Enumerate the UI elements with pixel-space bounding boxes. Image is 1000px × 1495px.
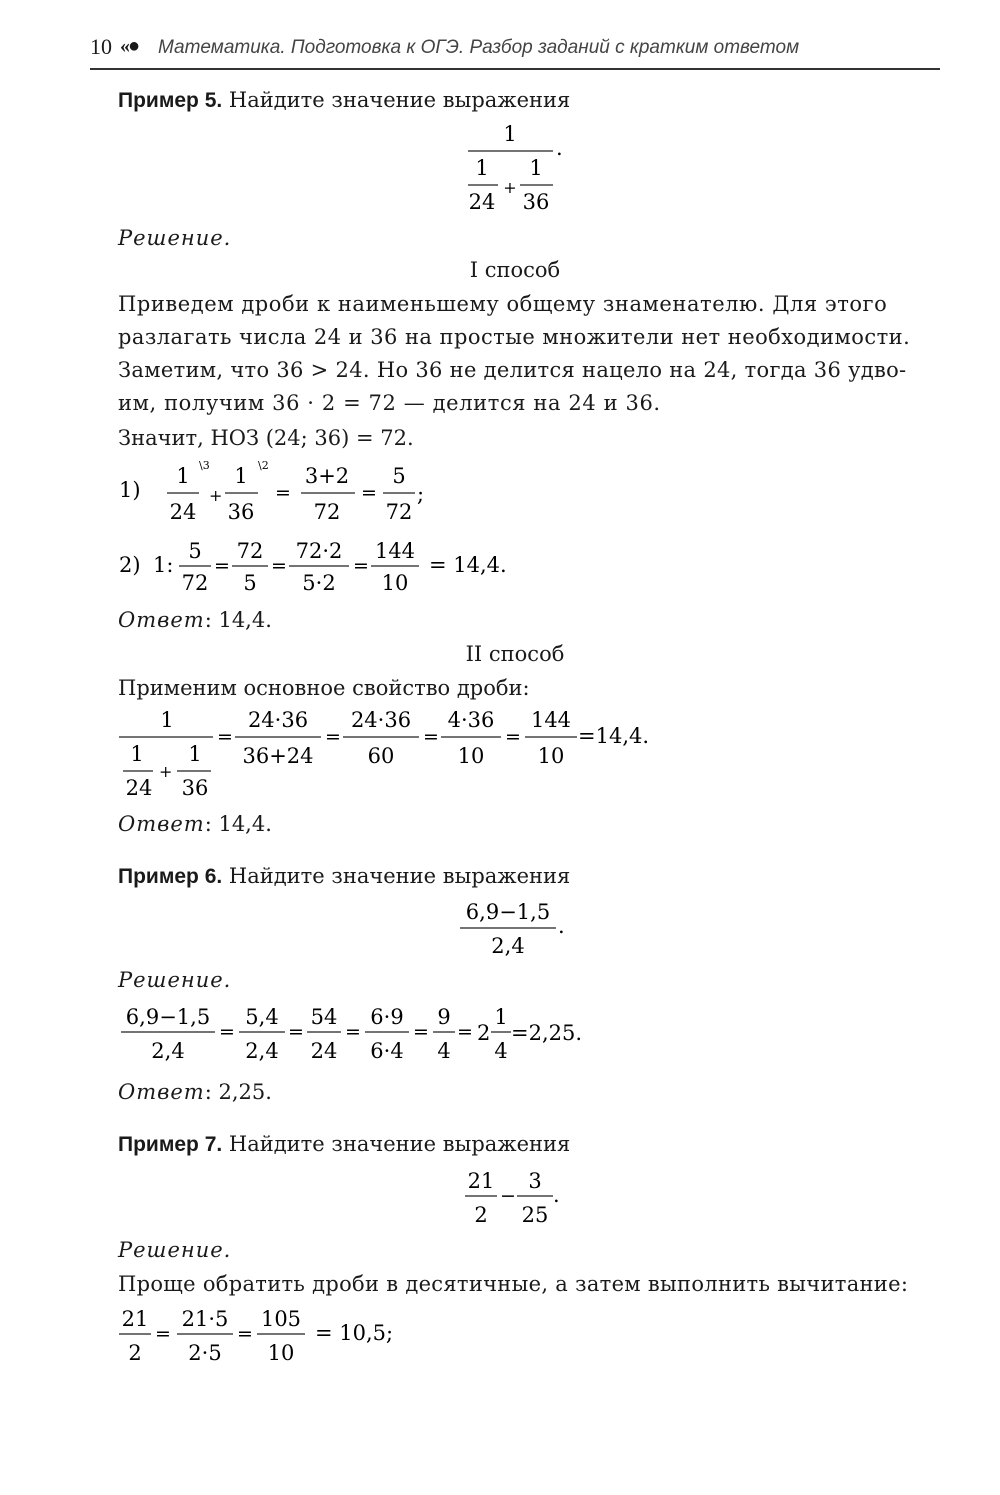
e6s-eq4: = [413, 1021, 429, 1043]
s1-den-d: 72 [385, 500, 413, 524]
s1-semicolon: ; [417, 482, 425, 506]
header-ornament-icon: «● [120, 35, 139, 57]
step1-label: 1) [119, 478, 141, 502]
e6-den: 2,4 [491, 934, 525, 958]
e7-period: . [553, 1183, 560, 1207]
answer2 [118, 810, 272, 838]
s2-num-a: 5 [188, 539, 202, 563]
m2-num-f: 144 [530, 708, 572, 732]
method1-title: I способ [469, 258, 561, 282]
m2-num-d: 24·36 [350, 708, 412, 732]
num-b: 1 [529, 156, 543, 180]
m2-den-d: 60 [367, 744, 395, 768]
m2-num-main: 1 [160, 708, 174, 732]
m2-num-c: 24·36 [247, 708, 309, 732]
method1-line4: им, получим 36 · 2 = 72 — делится на 24 и 36. [118, 391, 661, 415]
s2-den-c: 5·2 [302, 571, 336, 595]
s1-num-a: 1 [176, 464, 190, 488]
step2-label: 2) [119, 553, 141, 577]
method1-line1: Приведем дроби к наименьшему общему знаменателю. Для этого [118, 292, 888, 316]
s2-den-a: 72 [181, 571, 209, 595]
m2-result: =14,4. [578, 724, 650, 748]
s2-den-b: 5 [243, 571, 257, 595]
e7s-den-a: 2 [128, 1341, 142, 1365]
den-a: 24 [468, 190, 496, 214]
e6-num: 6,9−1,5 [465, 900, 551, 924]
den-b: 36 [522, 190, 550, 214]
example7-prompt: Найдите значение выражения [228, 1132, 571, 1156]
e6s-den-b: 2,4 [245, 1039, 279, 1063]
e7-num-b: 3 [528, 1169, 542, 1193]
m2-num-e: 4·36 [447, 708, 495, 732]
e6s-num-c: 54 [310, 1005, 338, 1029]
answer6 [118, 1078, 272, 1106]
lcd-line: Значит, НОЗ (24; 36) = 72. [118, 426, 414, 450]
m2-den-c: 36+24 [242, 744, 314, 768]
m2-eq3: = [423, 726, 439, 748]
answer-label: Ответ [118, 608, 205, 632]
s2-eq3: = [353, 555, 369, 577]
m2-num-b: 1 [188, 742, 202, 766]
e7s-eq2: = [237, 1323, 253, 1345]
example7-heading [118, 1130, 570, 1159]
period: . [556, 136, 563, 160]
m2-den-e: 10 [457, 744, 485, 768]
e6s-eq2: = [288, 1021, 304, 1043]
m2-plus: + [159, 762, 173, 781]
s2-result: = 14,4. [429, 553, 507, 577]
s1-den-a: 24 [169, 500, 197, 524]
s1-plus: + [209, 486, 223, 505]
s1-num-b: 1 [234, 464, 248, 488]
m2-den-a: 24 [125, 776, 153, 800]
e7-den-b: 25 [521, 1203, 549, 1227]
e7s-num-c: 105 [260, 1307, 302, 1331]
e7s-den-b: 2·5 [188, 1341, 222, 1365]
example5-solution-label: Решение. [118, 226, 232, 250]
answer1 [118, 606, 272, 634]
example5-heading [118, 86, 570, 115]
step2-equation [115, 530, 535, 602]
e6s-den-a: 2,4 [151, 1039, 185, 1063]
example6-label: Пример 6. [118, 865, 223, 888]
m2-eq2: = [325, 726, 341, 748]
book-title: Математика. Подготовка к ОГЭ. Разбор заданий с кратким ответом [158, 37, 800, 58]
s2-num-d: 144 [374, 539, 416, 563]
e7-minus: − [500, 1185, 516, 1207]
s2-one-colon: 1: [153, 553, 174, 577]
num-a: 1 [475, 156, 489, 180]
example6-solution-label: Решение. [118, 968, 232, 992]
s2-eq2: = [271, 555, 287, 577]
e6s-den-c: 24 [310, 1039, 338, 1063]
example5-expression [450, 115, 590, 225]
e7s-eq1: = [155, 1323, 171, 1345]
m2-den-f: 10 [537, 744, 565, 768]
answer2-value: : 14,4. [204, 812, 272, 836]
e6s-eq1: = [219, 1021, 235, 1043]
s1-num-d: 5 [392, 464, 406, 488]
s1-mult-a: \3 [199, 459, 210, 472]
example6-prompt: Найдите значение выражения [228, 864, 571, 888]
answer-value: : 14,4. [204, 608, 272, 632]
m2-eq1: = [217, 726, 233, 748]
s1-num-c: 3+2 [304, 464, 350, 488]
e6s-num-d: 6·9 [370, 1005, 404, 1029]
example5-label: Пример 5. [118, 89, 223, 112]
m2-eq4: = [505, 726, 521, 748]
example6-heading [118, 862, 570, 891]
s2-eq1: = [214, 555, 230, 577]
e6s-eq3: = [345, 1021, 361, 1043]
method1-line2: разлагать числа 24 и 36 на простые множители нет необходимости. [118, 325, 911, 349]
e6s-num-f: 1 [494, 1005, 508, 1029]
s2-num-c: 72·2 [295, 539, 343, 563]
s1-den-c: 72 [313, 500, 341, 524]
e6s-den-d: 6·4 [370, 1039, 404, 1063]
method2-title: II способ [465, 642, 565, 666]
method1-line3: Заметим, что 36 > 24. Но 36 не делится нацело на 24, тогда 36 удво- [118, 358, 907, 382]
e6s-den-f: 4 [494, 1039, 508, 1063]
step1-equation [115, 455, 455, 530]
s1-den-b: 36 [227, 500, 255, 524]
e7s-result: = 10,5; [315, 1321, 394, 1345]
s2-num-b: 72 [236, 539, 264, 563]
e6s-num-b: 5,4 [245, 1005, 279, 1029]
numerator: 1 [503, 122, 517, 146]
e7-den-a: 2 [474, 1203, 488, 1227]
example7-solution-equation [115, 1298, 435, 1370]
e6s-whole: 2 [477, 1021, 491, 1045]
s1-eq2: = [361, 482, 377, 504]
e6s-num-e: 9 [437, 1005, 451, 1029]
s2-den-d: 10 [381, 571, 409, 595]
m2-num-a: 1 [130, 742, 144, 766]
e7s-num-a: 21 [121, 1307, 149, 1331]
method2-equation [115, 703, 675, 803]
example6-expression [450, 893, 600, 963]
answer6-value: : 2,25. [204, 1080, 272, 1104]
example5-prompt: Найдите значение выражения [228, 88, 571, 112]
e7s-num-b: 21·5 [181, 1307, 229, 1331]
e6s-den-e: 4 [437, 1039, 451, 1063]
example7-expression [455, 1160, 585, 1232]
e6-period: . [558, 914, 565, 938]
method2-text: Применим основное свойство дроби: [118, 676, 530, 700]
example7-solution-label: Решение. [118, 1238, 232, 1262]
example7-text: Проще обратить дроби в десятичные, а затем выполнить вычитание: [118, 1272, 909, 1296]
answer2-label: Ответ [118, 812, 205, 836]
e6s-result: =2,25. [511, 1021, 583, 1045]
e6s-eq5: = [457, 1021, 473, 1043]
e6s-num-a: 6,9−1,5 [125, 1005, 211, 1029]
example6-solution-equation [115, 996, 615, 1068]
e7-num-a: 21 [467, 1169, 495, 1193]
page-number: 10 [90, 34, 112, 59]
s1-eq1: = [275, 482, 291, 504]
s1-mult-b: \2 [258, 459, 269, 472]
m2-den-b: 36 [181, 776, 209, 800]
e7s-den-c: 10 [267, 1341, 295, 1365]
running-header [90, 34, 940, 70]
plus-sign: + [503, 178, 517, 197]
answer6-label: Ответ [118, 1080, 205, 1104]
example7-label: Пример 7. [118, 1133, 223, 1156]
